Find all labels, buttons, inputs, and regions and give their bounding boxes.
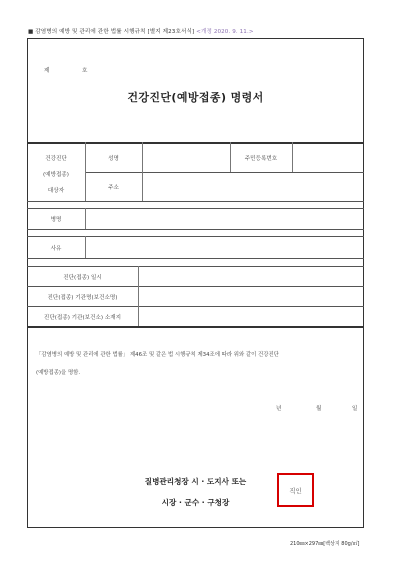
- exam-datetime-field[interactable]: [139, 267, 363, 285]
- subject-label-line-3: 대상자: [47, 188, 65, 194]
- issuer-line-1: 질병관리청장 시 · 도지사 또는: [144, 477, 247, 486]
- paper-size-note: 210㎜×297㎜[백상지 80g/㎡]: [290, 541, 360, 547]
- exam-address-label: 진단(접종) 기관(보건소) 소재지: [43, 315, 122, 321]
- form-header-revision: <개정 2020. 9. 11.>: [196, 29, 254, 35]
- form-title: 건강진단(예방접종) 명령서: [127, 91, 264, 104]
- name-label: 성명: [108, 156, 119, 162]
- reason-label: 사유: [50, 246, 62, 252]
- reason-field[interactable]: [86, 237, 363, 257]
- rule-reason-bottom: [27, 258, 364, 259]
- col-subject-sep: [85, 142, 86, 201]
- rule-table-bottom: [27, 326, 364, 328]
- rrn-field[interactable]: [293, 143, 363, 171]
- disease-field[interactable]: [86, 209, 363, 228]
- exam-institution-label: 진단(접종) 기관명(보건소명): [47, 295, 118, 301]
- address-field[interactable]: [143, 173, 363, 200]
- rule-subject-bottom: [27, 201, 364, 202]
- exam-datetime-label: 진단(접종) 일시: [63, 275, 102, 281]
- exam-address-field[interactable]: [139, 307, 363, 325]
- seal-label: 직인: [289, 486, 302, 495]
- official-seal-box: [277, 473, 314, 507]
- rrn-label: 주민등록번호: [244, 156, 278, 162]
- issuer-line-2: 시장 · 군수 · 구청장: [161, 498, 230, 507]
- exam-institution-field[interactable]: [139, 287, 363, 305]
- subject-label-line-1: 건강진단: [45, 156, 67, 162]
- form-number-label-b: 호: [82, 68, 88, 74]
- subject-label-line-2: (예방접종): [43, 172, 69, 178]
- form-header-prefix: ■ 감염병의 예방 및 관리에 관한 법률 시행규칙 [별지 제23호서식]: [28, 29, 195, 35]
- disease-label: 병명: [50, 217, 62, 223]
- order-statement: [36, 346, 358, 382]
- date-month-label: 월: [316, 406, 322, 412]
- name-field[interactable]: [143, 143, 229, 171]
- order-statement-line-2: (예방접종)을 명함.: [36, 370, 81, 376]
- form-number-label-a: 제: [44, 68, 50, 74]
- date-day-label: 일: [352, 406, 358, 412]
- form-header: [28, 27, 254, 35]
- order-statement-line-1: 「감염병의 예방 및 관리에 관한 법률」 제46조 및 같은 법 시행규칙 제34조에 따라 위와 같이 건강진단: [36, 352, 279, 358]
- rule-disease-bottom: [27, 229, 364, 230]
- date-year-label: 년: [276, 406, 282, 412]
- address-label: 주소: [108, 185, 119, 191]
